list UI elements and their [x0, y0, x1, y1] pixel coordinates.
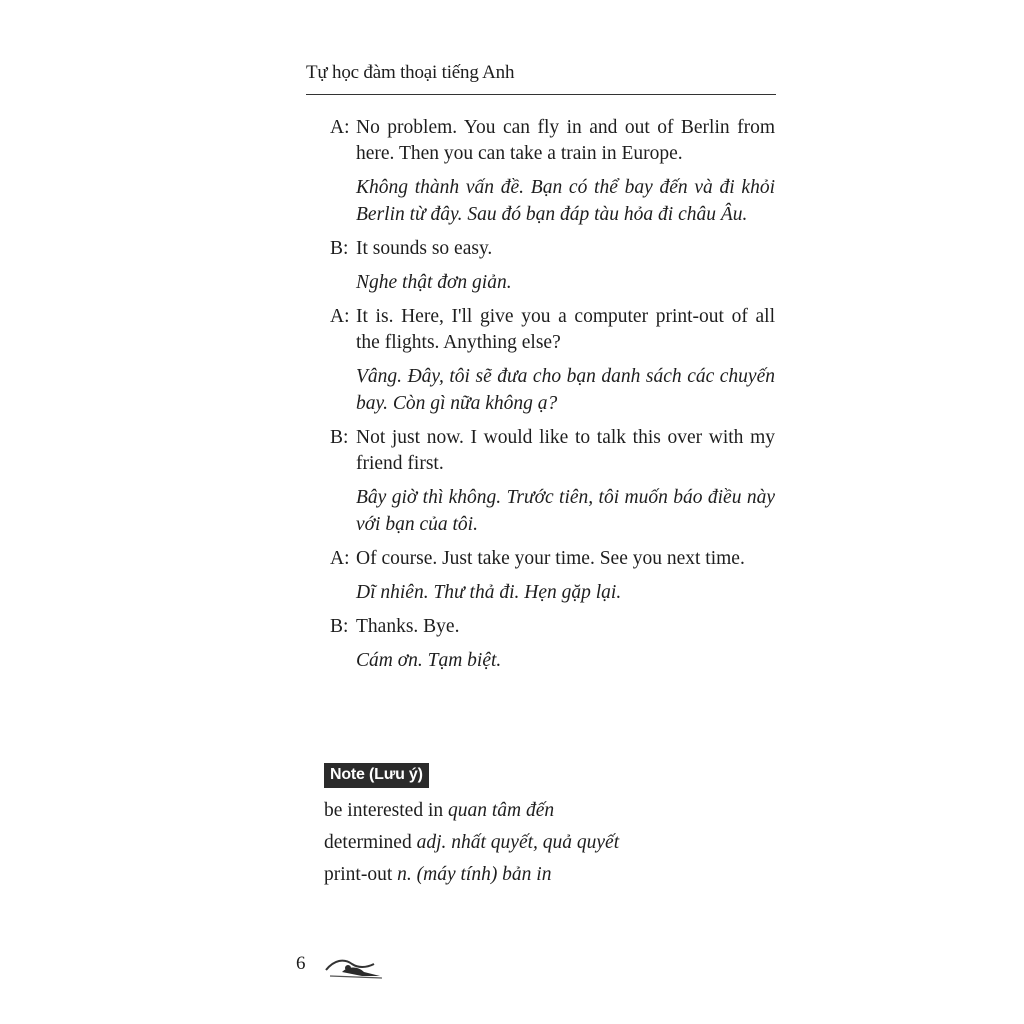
speaker-label: A: — [330, 548, 350, 569]
page-number: 6 — [296, 953, 306, 974]
vocabulary-gloss: quan tâm đến — [448, 800, 555, 821]
speaker-label: B: — [330, 616, 349, 637]
english-line: Not just now. I would like to talk this over with my friend first. — [356, 427, 775, 474]
english-line: It sounds so easy. — [356, 238, 493, 259]
vietnamese-translation: Bây giờ thì không. Trước tiên, tôi muốn báo điều này với bạn của tôi. — [356, 487, 775, 535]
dialogue-turn — [330, 236, 775, 296]
vocabulary-term: print-out — [324, 864, 393, 885]
dialogue-turn — [330, 115, 775, 228]
speaker-label: B: — [330, 427, 349, 448]
vietnamese-translation: Nghe thật đơn giản. — [356, 272, 512, 293]
dialogue-turn — [330, 614, 775, 674]
publisher-logo-icon — [322, 946, 388, 987]
vietnamese-translation: Vâng. Đây, tôi sẽ đưa cho bạn danh sách các chuyến bay. Còn gì nữa không ạ? — [356, 366, 775, 414]
english-line: It is. Here, I'll give you a computer print-out of all the flights. Anything else? — [356, 306, 775, 353]
speaker-label: B: — [330, 238, 349, 259]
vocabulary-item — [324, 798, 784, 824]
dialogue-turn — [330, 546, 775, 606]
vocabulary-term: determined — [324, 832, 412, 853]
vocabulary-gloss: adj. nhất quyết, quả quyết — [416, 832, 620, 853]
note-section — [324, 763, 784, 888]
dialogue — [330, 115, 775, 682]
dialogue-turn — [330, 425, 775, 538]
running-title: Tự học đàm thoại tiếng Anh — [306, 62, 515, 83]
speaker-label: A: — [330, 306, 350, 327]
vocabulary-term: be interested in — [324, 800, 444, 821]
header-rule — [306, 94, 776, 95]
vietnamese-translation: Cám ơn. Tạm biệt. — [356, 650, 502, 671]
english-line: No problem. You can fly in and out of Berlin from here. Then you can take a train in Europe. — [356, 117, 775, 164]
note-title-badge: Note (Lưu ý) — [324, 763, 429, 788]
vocabulary-item — [324, 830, 784, 856]
english-line: Thanks. Bye. — [356, 616, 460, 637]
vocabulary-item — [324, 862, 784, 888]
vocabulary-gloss: n. (máy tính) bản in — [397, 864, 552, 885]
vietnamese-translation: Không thành vấn đề. Bạn có thể bay đến và đi khỏi Berlin từ đây. Sau đó bạn đáp tàu hỏa đi châu Âu. — [356, 177, 775, 225]
dialogue-turn — [330, 304, 775, 417]
vietnamese-translation: Dĩ nhiên. Thư thả đi. Hẹn gặp lại. — [356, 582, 622, 603]
english-line: Of course. Just take your time. See you next time. — [356, 548, 745, 569]
speaker-label: A: — [330, 117, 350, 138]
